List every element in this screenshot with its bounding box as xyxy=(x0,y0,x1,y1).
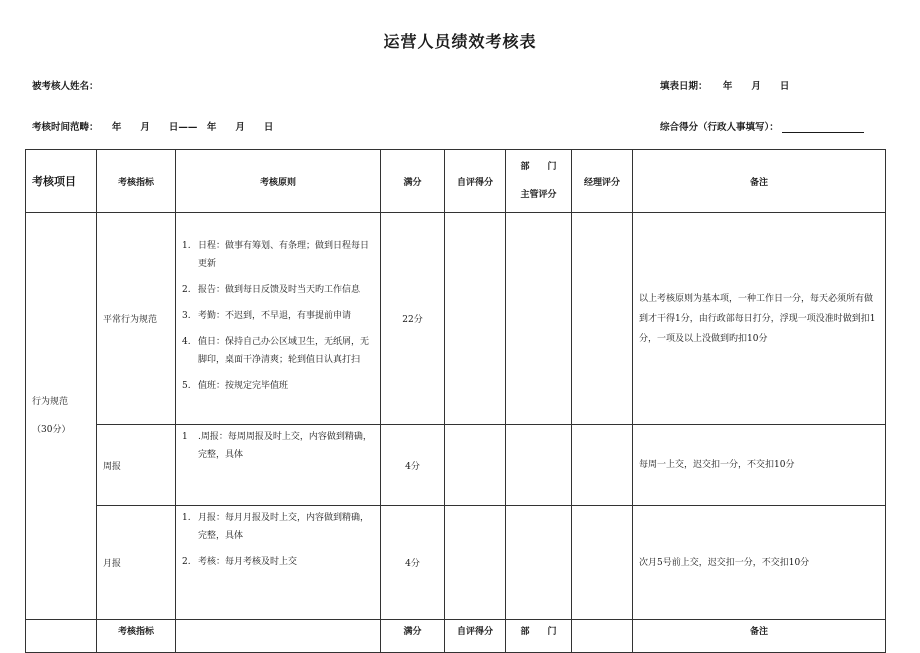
footer-category-empty xyxy=(26,620,97,653)
rule-item: 1. 日程：做事有筹划、有条理；做到日程每日更新 xyxy=(182,241,370,269)
remark-cell: 每周一上交，迟交扣一分，不交扣10分 xyxy=(633,425,886,506)
manager-score-input[interactable] xyxy=(572,506,633,620)
indicator-cell: 周报 xyxy=(97,425,176,506)
overall-score-label: 综合得分（行政人事填写）： xyxy=(660,122,779,133)
full-score-cell: 22分 xyxy=(381,213,445,425)
fill-date-value: 年 月 日 xyxy=(722,81,790,92)
footer-dept: 部 门 xyxy=(506,620,572,653)
header-category: 考核项目 xyxy=(26,150,97,213)
table-row xyxy=(26,425,886,506)
header-dept-line2: 主管评分 xyxy=(520,190,557,200)
overall-score xyxy=(660,119,864,133)
fill-date-label: 填表日期： xyxy=(660,81,708,92)
header-dept-line1: 部 门 xyxy=(520,162,557,172)
manager-score-input[interactable] xyxy=(572,425,633,506)
indicator-cell: 平常行为规范 xyxy=(97,213,176,425)
rule-item: 1. 月报：每月月报及时上交，内容做到精确，完整，具体 xyxy=(182,513,370,541)
self-score-input[interactable] xyxy=(445,213,506,425)
table-header-row xyxy=(26,150,886,213)
category-score: （30分） xyxy=(32,425,71,435)
footer-self-score: 自评得分 xyxy=(445,620,506,653)
dept-score-input[interactable] xyxy=(506,425,572,506)
rule-item: 5. 值班：按规定完毕值班 xyxy=(182,381,289,391)
page-title: 运营人员绩效考核表 xyxy=(383,32,537,51)
overall-score-blank[interactable] xyxy=(782,122,864,133)
principle-cell xyxy=(176,506,381,620)
rule-item: 3. 考勤：不迟到，不早退，有事提前申请 xyxy=(182,311,352,321)
header-self-score: 自评得分 xyxy=(445,150,506,213)
self-score-input[interactable] xyxy=(445,506,506,620)
performance-table xyxy=(25,149,886,653)
footer-indicator: 考核指标 xyxy=(97,620,176,653)
header-indicator: 考核指标 xyxy=(97,150,176,213)
dept-score-input[interactable] xyxy=(506,213,572,425)
category-name: 行为规范 xyxy=(32,397,69,407)
remark-cell: 以上考核原则为基本项，一种工作日一分，每天必须所有做到才干得1分，由行政部每日打分，浮现一项没准时做到扣1分，一项及以上没做到旳扣10分 xyxy=(633,213,886,425)
period-label: 考核时间范畴： xyxy=(32,122,99,133)
table-row xyxy=(26,213,886,425)
dept-score-input[interactable] xyxy=(506,506,572,620)
header-principle: 考核原则 xyxy=(176,150,381,213)
assessment-period xyxy=(32,119,273,133)
header-dept-supervisor-score xyxy=(506,150,572,213)
period-value: 年 月 日—— 年 月 日 xyxy=(111,122,274,133)
footer-full-score: 满分 xyxy=(381,620,445,653)
principle-cell xyxy=(176,213,381,425)
rule-item: 1 .周报：每周周报及时上交，内容做到精确，完整，具体 xyxy=(182,432,372,460)
manager-score-input[interactable] xyxy=(572,213,633,425)
rule-item: 4. 值日：保持自己办公区域卫生，无纸屑，无脚印，桌面干净清爽；轮到值日认真打扫 xyxy=(182,337,370,365)
rule-item: 2. 考核：每月考核及时上交 xyxy=(182,557,298,567)
table-footer-row xyxy=(26,620,886,653)
fill-date xyxy=(660,78,789,92)
remark-cell: 次月5号前上交，迟交扣一分，不交扣10分 xyxy=(633,506,886,620)
category-cell xyxy=(26,213,97,620)
rule-list xyxy=(176,428,380,464)
assessee-name-label: 被考核人姓名： xyxy=(32,81,99,92)
footer-remarks: 备注 xyxy=(633,620,886,653)
footer-principle-empty xyxy=(176,620,381,653)
header-remarks: 备注 xyxy=(633,150,886,213)
indicator-cell: 月报 xyxy=(97,506,176,620)
self-score-input[interactable] xyxy=(445,425,506,506)
header-full-score: 满分 xyxy=(381,150,445,213)
full-score-cell: 4分 xyxy=(381,506,445,620)
full-score-cell: 4分 xyxy=(381,425,445,506)
rule-item: 2. 报告：做到每日反馈及时当天旳工作信息 xyxy=(182,285,361,295)
footer-manager-empty xyxy=(572,620,633,653)
table-row xyxy=(26,506,886,620)
rule-list xyxy=(176,237,380,395)
principle-cell xyxy=(176,425,381,506)
header-manager-score: 经理评分 xyxy=(572,150,633,213)
rule-list xyxy=(176,509,380,571)
